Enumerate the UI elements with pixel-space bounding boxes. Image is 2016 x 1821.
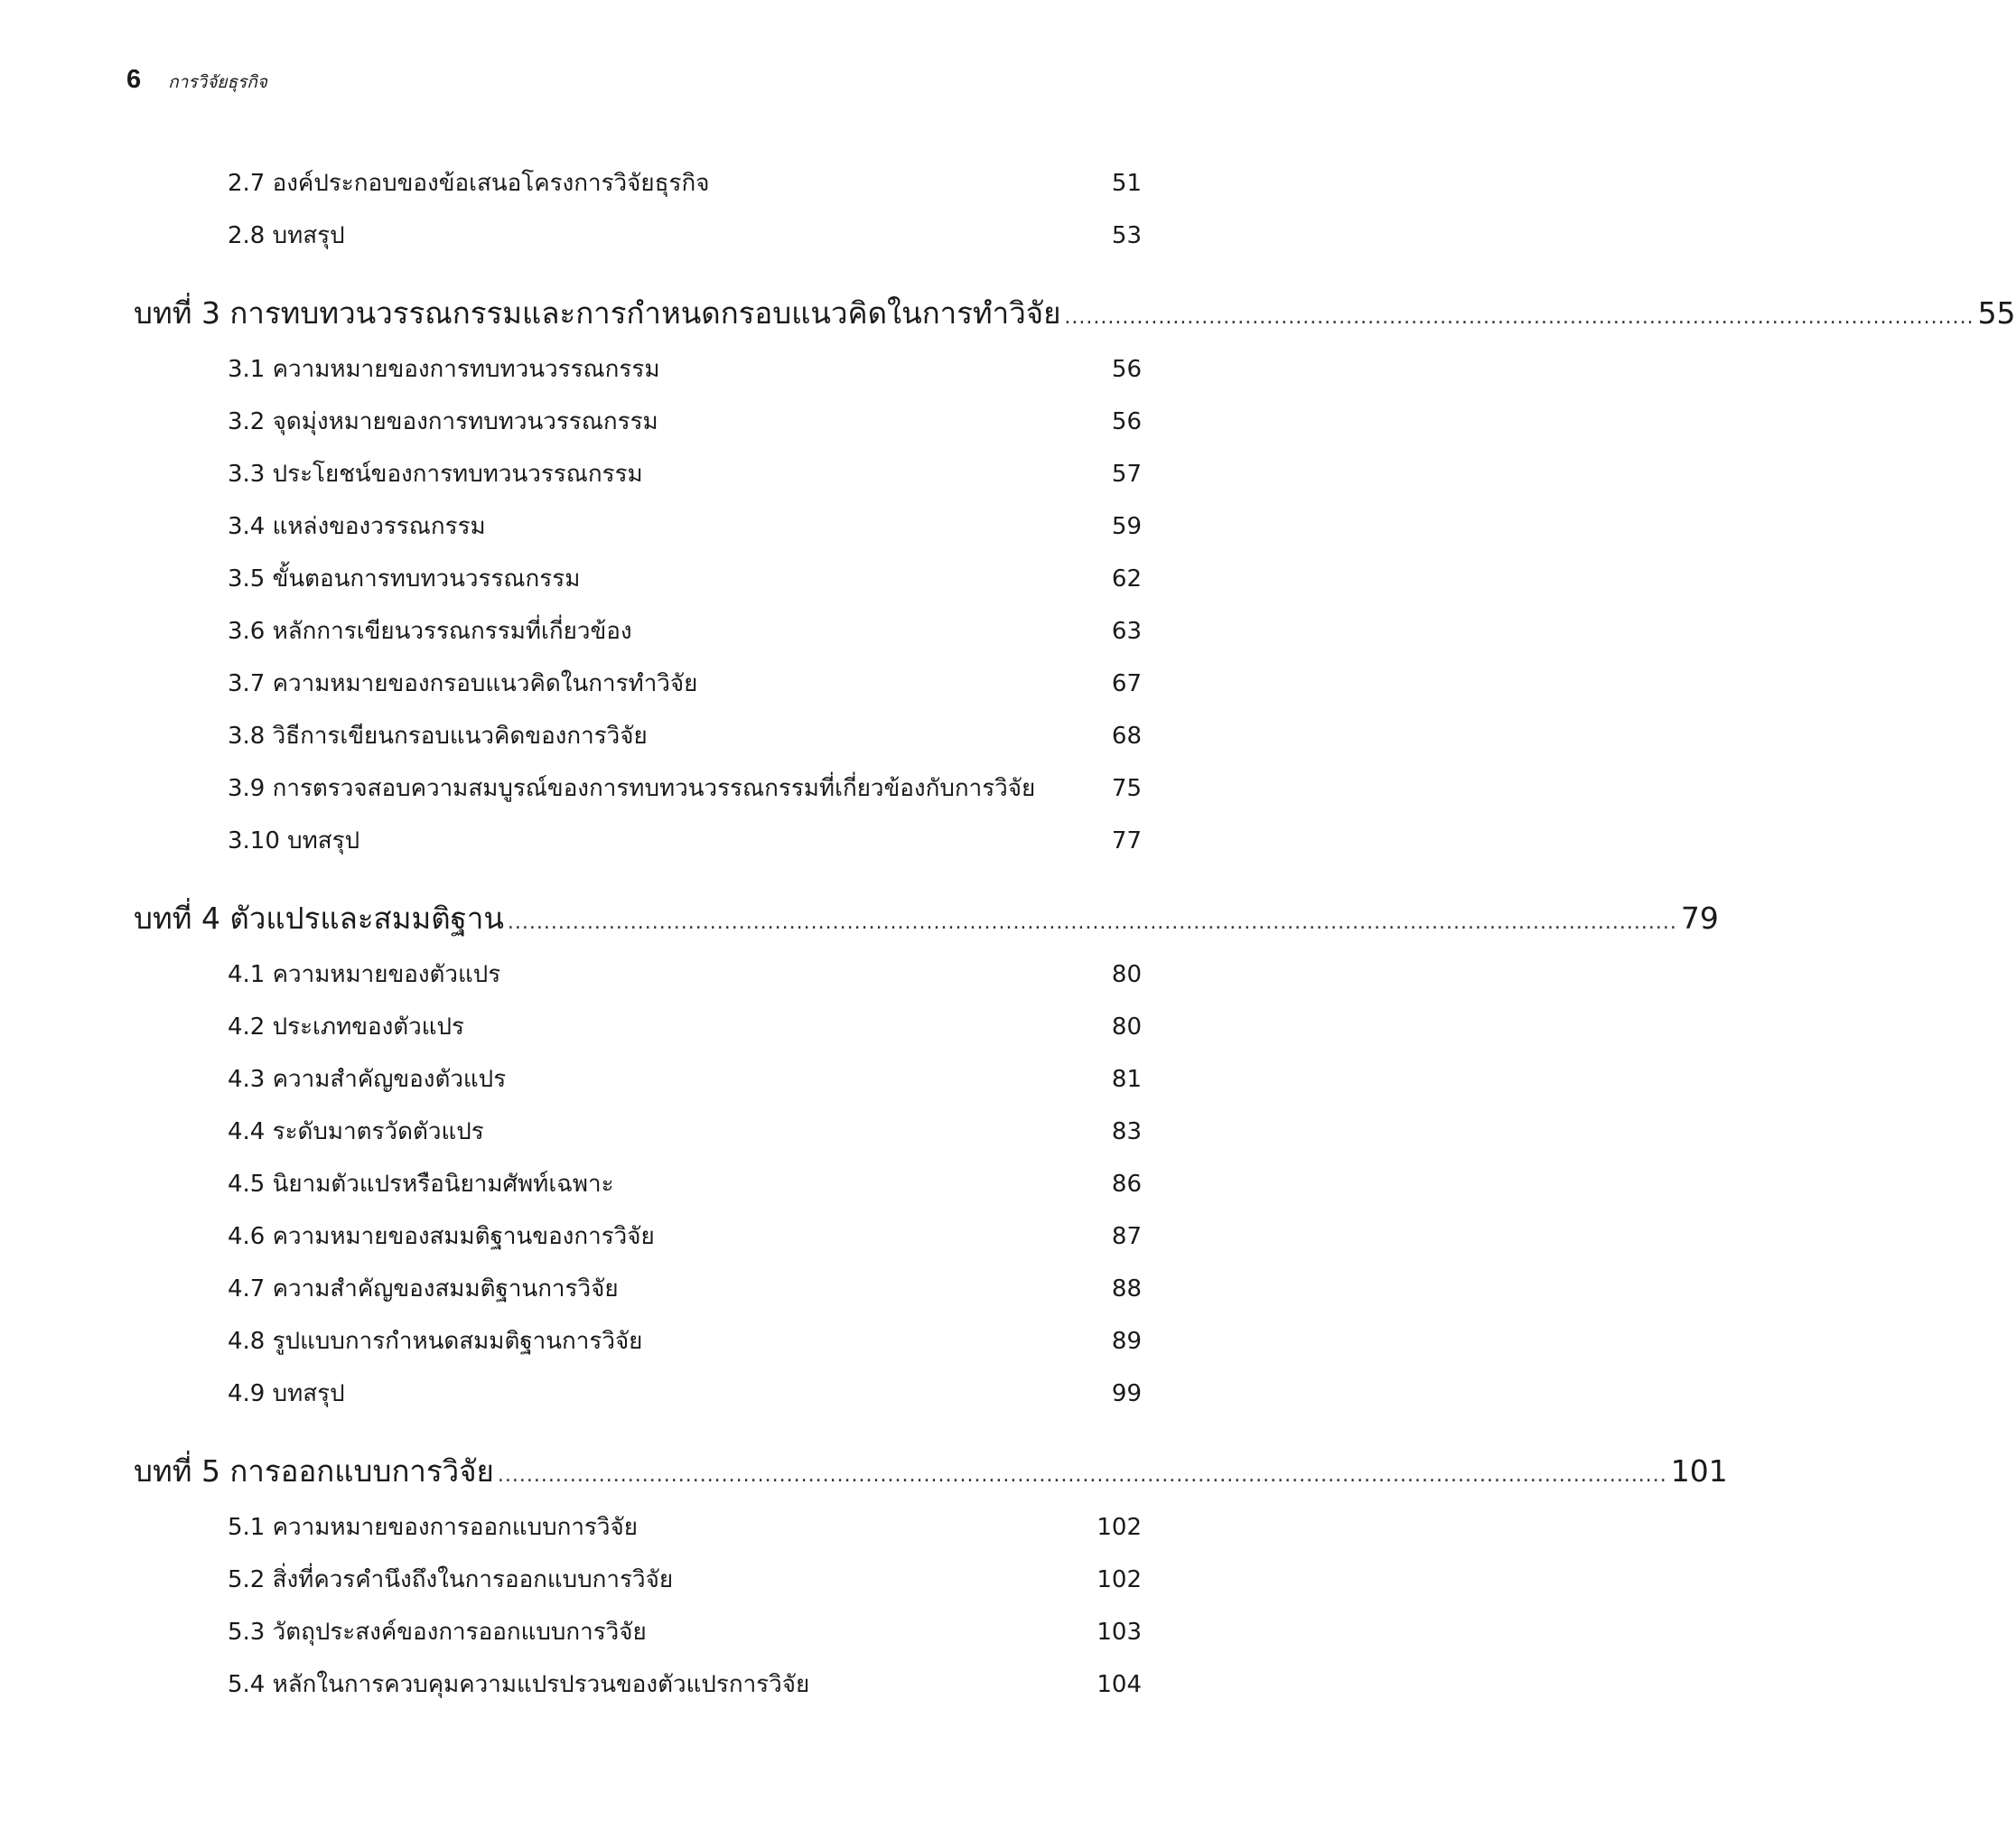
chapter-title: บทที่ 3 การทบทวนวรรณกรรมและการกำหนดกรอบแนวคิดในการทำวิจัย <box>134 295 1061 331</box>
toc-section-entry[interactable]: 3.1 ความหมายของการทบทวนวรรณกรรม 56 <box>228 356 1142 383</box>
toc-chapter-3[interactable] <box>134 291 2016 341</box>
toc-section-entry[interactable]: 4.3 ความสำคัญของตัวแปร 81 <box>228 1066 1142 1093</box>
toc-section-entry[interactable]: 5.4 หลักในการควบคุมความแปรปรวนของตัวแปรการวิจัย 104 <box>228 1671 1142 1698</box>
chapter-page: 55 <box>1977 295 2016 331</box>
toc-section-entry[interactable]: 5.2 สิ่งที่ควรคำนึงถึงในการออกแบบการวิจัย 102 <box>228 1566 1142 1593</box>
page-number: 6 <box>126 65 142 94</box>
toc-section-entry[interactable]: 3.2 จุดมุ่งหมายของการทบทวนวรรณกรรม 56 <box>228 408 1142 435</box>
toc-section-entry[interactable]: 3.9 การตรวจสอบความสมบูรณ์ของการทบทวนวรรณกรรมที่เกี่ยวข้องกับการวิจัย 75 <box>228 775 1142 802</box>
toc-section-entry[interactable]: 4.4 ระดับมาตรวัดตัวแปร 83 <box>228 1118 1142 1145</box>
dot-leader: .................................................................................................................................................................. <box>507 911 1677 934</box>
toc-section-entry[interactable]: 3.3 ประโยชน์ของการทบทวนวรรณกรรม 57 <box>228 461 1142 488</box>
toc-section-entry[interactable]: 4.6 ความหมายของสมมติฐานของการวิจัย 87 <box>228 1223 1142 1250</box>
toc-section-entry[interactable]: 3.8 วิธีการเขียนกรอบแนวคิดของการวิจัย 68 <box>228 723 1142 750</box>
toc-section-entry[interactable]: 4.5 นิยามตัวแปรหรือนิยามศัพท์เฉพาะ 86 <box>228 1171 1142 1198</box>
toc-section-entry[interactable]: 3.5 ขั้นตอนการทบทวนวรรณกรรม 62 <box>228 565 1142 593</box>
toc-section-entry[interactable]: 2.7 องค์ประกอบของข้อเสนอโครงการวิจัยธุรกิจ 51 <box>228 170 1142 197</box>
toc-section-entry[interactable]: 3.4 แหล่งของวรรณกรรม 59 <box>228 513 1142 540</box>
toc-section-entry[interactable]: 4.2 ประเภทของตัวแปร 80 <box>228 1013 1142 1041</box>
toc-section-entry[interactable]: 3.6 หลักการเขียนวรรณกรรมที่เกี่ยวข้อง 63 <box>228 618 1142 645</box>
chapter-page: 101 <box>1670 1453 1728 1489</box>
toc-section-entry[interactable]: 5.3 วัตถุประสงค์ของการออกแบบการวิจัย 103 <box>228 1619 1142 1646</box>
chapter-title: บทที่ 5 การออกแบบการวิจัย <box>134 1453 494 1489</box>
toc-section-entry[interactable]: 4.7 ความสำคัญของสมมติฐานการวิจัย 88 <box>228 1275 1142 1303</box>
dot-leader: .................................................................................................................................................................. <box>497 1464 1667 1487</box>
toc-section-entry[interactable]: 5.1 ความหมายของการออกแบบการวิจัย 102 <box>228 1514 1142 1541</box>
toc-section-entry[interactable]: 3.10 บทสรุป 77 <box>228 827 1142 854</box>
toc-section-entry[interactable]: 4.9 บทสรุป 99 <box>228 1380 1142 1407</box>
toc-section-entry[interactable]: 3.7 ความหมายของกรอบแนวคิดในการทำวิจัย 67 <box>228 670 1142 697</box>
toc-section-entry[interactable]: 4.1 ความหมายของตัวแปร 80 <box>228 961 1142 988</box>
chapter-title: บทที่ 4 ตัวแปรและสมมติฐาน <box>134 901 504 936</box>
page-header <box>126 65 267 101</box>
toc-section-entry[interactable]: 2.8 บทสรุป 53 <box>228 222 1142 249</box>
toc-section-entry[interactable]: 4.8 รูปแบบการกำหนดสมมติฐานการวิจัย 89 <box>228 1328 1142 1355</box>
running-title: การวิจัยธุรกิจ <box>168 73 267 92</box>
chapter-page: 79 <box>1680 901 1719 936</box>
dot-leader: .............................................................................................................................. <box>1064 306 1974 329</box>
toc-chapter-4[interactable] <box>134 896 1719 946</box>
toc-chapter-5[interactable] <box>134 1449 1728 1499</box>
